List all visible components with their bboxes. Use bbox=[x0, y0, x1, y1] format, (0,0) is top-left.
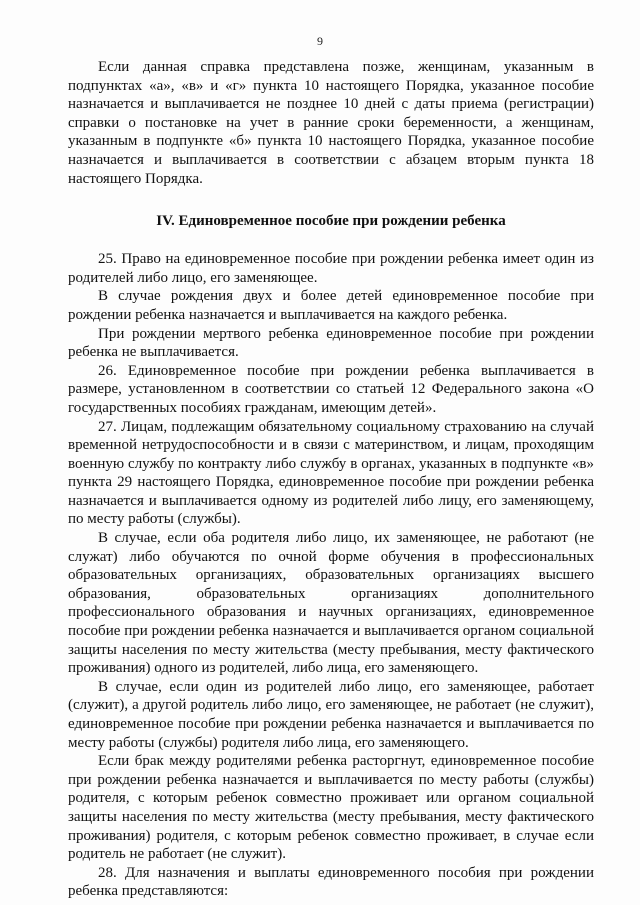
paragraph-multiple-births: В случае рождения двух и более детей единовременное пособие при рождении ребенка назначается и выплачивается на каждого ребенка. bbox=[68, 288, 594, 323]
page-number: 9 bbox=[317, 34, 323, 48]
paragraph-divorced-parents: Если брак между родителями ребенка расторгнут, единовременное пособие при рождении ребенка назначается и выплачивается по месту работы (службы) родителя, с которым ребенок совместно проживает или органом социальной защиты населения по месту жительства (месту пребывания, месту фактического проживания) родителя, с которым ребенок совместно проживает, в случае если родитель не работает (не служит). bbox=[68, 753, 594, 863]
paragraph-27: 27. Лицам, подлежащим обязательному социальному страхованию на случай временной нетрудоспособности и в связи с материнством, и лицам, проходящим военную службу по контракту либо службу в органах, указанных в подпункте «в» пункта 29 настоящего Порядка, единовременное пособие при рождении ребенка назначается и выплачивается одному из родителей либо лицу, его заменяющему, по месту работы (службы). bbox=[68, 418, 594, 528]
paragraph-25: 25. Право на единовременное пособие при рождении ребенка имеет один из родителей либо лицо, его заменяющее. bbox=[68, 251, 594, 286]
paragraph-28: 28. Для назначения и выплаты единовременного пособия при рождении ребенка представляются: bbox=[68, 864, 594, 900]
document-body bbox=[68, 58, 594, 901]
paragraph-both-parents-not-working: В случае, если оба родителя либо лицо, их заменяющее, не работают (не служат) либо обучаются по очной форме обучения в профессиональных образовательных организациях, образовательных организациях высшего образования, образовательных организациях дополнительного профессионального образования и научных организациях, единовременное пособие при рождении ребенка назначается и выплачивается органом социальной защиты населения по месту жительства (месту пребывания, месту фактического проживания) одного из родителей, либо лица, его заменяющего. bbox=[68, 530, 594, 677]
section-heading: IV. Единовременное пособие при рождении ребенка bbox=[156, 213, 506, 230]
paragraph-one-parent-working: В случае, если один из родителей либо лицо, его заменяющее, работает (служит), а другой родитель либо лицо, его заменяющее, не работает (не служит), единовременное пособие при рождении ребенка назначается и выплачивается по месту работы (службы) родителя либо лица, его заменяющего. bbox=[68, 678, 594, 751]
paragraph-26: 26. Единовременное пособие при рождении ребенка выплачивается в размере, установленном в соответствии со статьей 12 Федерального закона «О государственных пособиях гражданам, имеющим детей». bbox=[68, 362, 594, 416]
intro-paragraph: Если данная справка представлена позже, женщинам, указанным в подпунктах «а», «в» и «г» пункта 10 настоящего Порядка, указанное пособие назначается и выплачивается не позднее 10 дней с даты приема (регистрации) справки о постановке на учет в ранние сроки беременности, а женщинам, указанным в подпункте «б» пункта 10 настоящего Порядка, указанное пособие назначается и выплачивается в соответствии с абзацем вторым пункта 18 настоящего Порядка. bbox=[68, 59, 594, 187]
paragraph-stillbirth: При рождении мертвого ребенка единовременное пособие при рождении ребенка не выплачивается. bbox=[68, 325, 594, 361]
